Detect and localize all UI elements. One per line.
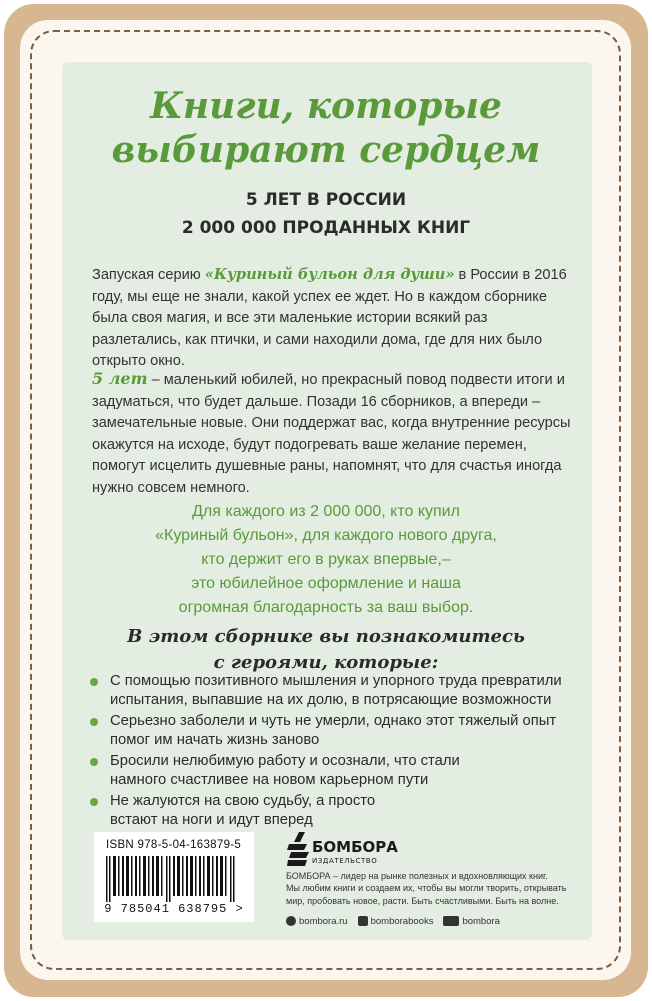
- social-website[interactable]: [286, 916, 348, 927]
- list-item: [96, 712, 586, 750]
- list-item: [96, 752, 586, 790]
- list-item: [96, 792, 586, 830]
- thanks-line-5: огромная благодарность за ваш выбор.: [178, 599, 474, 616]
- bombora-logo-icon: [287, 832, 309, 866]
- thanks-line-3: кто держит его в руках впервые,–: [201, 551, 451, 568]
- publisher-subtitle: ИЗДАТЕЛЬСТВО: [312, 857, 378, 865]
- list-item-line: С помощью позитивного мышления и упорного труда превратили: [110, 673, 562, 689]
- social-label: bombora: [462, 915, 500, 927]
- thanks-line-2: «Куриный бульон», для каждого нового друга,: [155, 527, 497, 544]
- list-item-line: Бросили нелюбимую работу и осознали, что стали: [110, 753, 460, 769]
- publisher-name: БОМБОРА: [312, 838, 398, 856]
- bullet-dot-icon: [90, 798, 98, 806]
- about-line: БОМБОРА – лидер на рынке полезных и вдохновляющих книг.: [286, 871, 548, 881]
- telegram-icon: [443, 916, 459, 926]
- heroes-list: [96, 672, 586, 832]
- series-name: «Куриный бульон для души»: [204, 266, 455, 283]
- subhead-sales: 2 000 000 ПРОДАННЫХ КНИГ: [181, 218, 471, 238]
- heroes-heading-1: В этом сборнике вы познакомитесь: [127, 626, 525, 647]
- list-item-line: Не жалуются на свою судьбу, а просто: [110, 793, 376, 809]
- social-links: [286, 914, 510, 928]
- social-label: bombora.ru: [299, 915, 348, 927]
- bullet-dot-icon: [90, 718, 98, 726]
- anniversary-highlight: 5 лет: [92, 369, 148, 388]
- publisher-about: [286, 870, 586, 907]
- bullet-dot-icon: [90, 758, 98, 766]
- list-item-line: встают на ноги и идут вперед: [110, 812, 313, 828]
- intro-paragraph: [92, 264, 572, 373]
- intro-text-1: Запуская серию: [92, 267, 205, 283]
- list-item-line: Серьезно заболели и чуть не умерли, однако этот тяжелый опыт: [110, 713, 557, 729]
- about-line: Мы любим книги и создаем их, чтобы вы могли творить, открывать: [286, 883, 567, 894]
- barcode-icon: [106, 856, 242, 902]
- list-item-line: помог им начать жизнь заново: [110, 732, 320, 748]
- heroes-heading-2: с героями, которые:: [213, 652, 439, 673]
- thanks-line-1: Для каждого из 2 000 000, кто купил: [192, 503, 460, 520]
- social-vk[interactable]: [358, 916, 434, 927]
- social-telegram[interactable]: [443, 916, 500, 927]
- barcode-digits: 9 785041 638795 >: [104, 902, 244, 916]
- list-item: [96, 672, 586, 710]
- title-line-1: Книги, которые: [150, 85, 502, 127]
- thanks-line-4: это юбилейное оформление и наша: [191, 575, 461, 592]
- anniversary-text: – маленький юбилей, но прекрасный повод подвести итоги и задуматься, что будет дальше. Позади 16 сборников, а впереди – замечательные новые. Они поддержат вас, когда внутренние ресурсы окажутся на исходе, будут подогревать ваше желание перемен, помогут исцелить душевные раны, напомнят, что для счастья иногда нужно совсем немного.: [92, 372, 571, 496]
- list-item-line: намного счастливее на новом карьерном пути: [110, 772, 429, 788]
- about-line: мир, пробовать новое, расти. Быть счастливыми. Быть на волне.: [286, 895, 559, 906]
- globe-icon: [286, 916, 296, 926]
- social-label: bomborabooks: [370, 915, 434, 927]
- anniversary-paragraph: [92, 368, 572, 500]
- list-item-line: испытания, выпавшие на их долю, в потрясающие возможности: [110, 692, 552, 708]
- isbn-text: ISBN 978-5-04-163879-5: [106, 839, 242, 851]
- barcode-block: [94, 832, 254, 922]
- subhead-years: 5 ЛЕТ В РОССИИ: [245, 190, 407, 210]
- bullet-dot-icon: [90, 678, 98, 686]
- vk-icon: [358, 916, 368, 926]
- intro-text-2: в России в 2016 году, мы еще не знали, какой успех ее ждет. Но в каждом сборнике была своя магия, и все эти маленькие истории всякий раз разлетались, как птички, и сами находили дома, где для них было открыто окно.: [92, 267, 567, 370]
- title-line-2: выбирают сердцем: [111, 129, 541, 171]
